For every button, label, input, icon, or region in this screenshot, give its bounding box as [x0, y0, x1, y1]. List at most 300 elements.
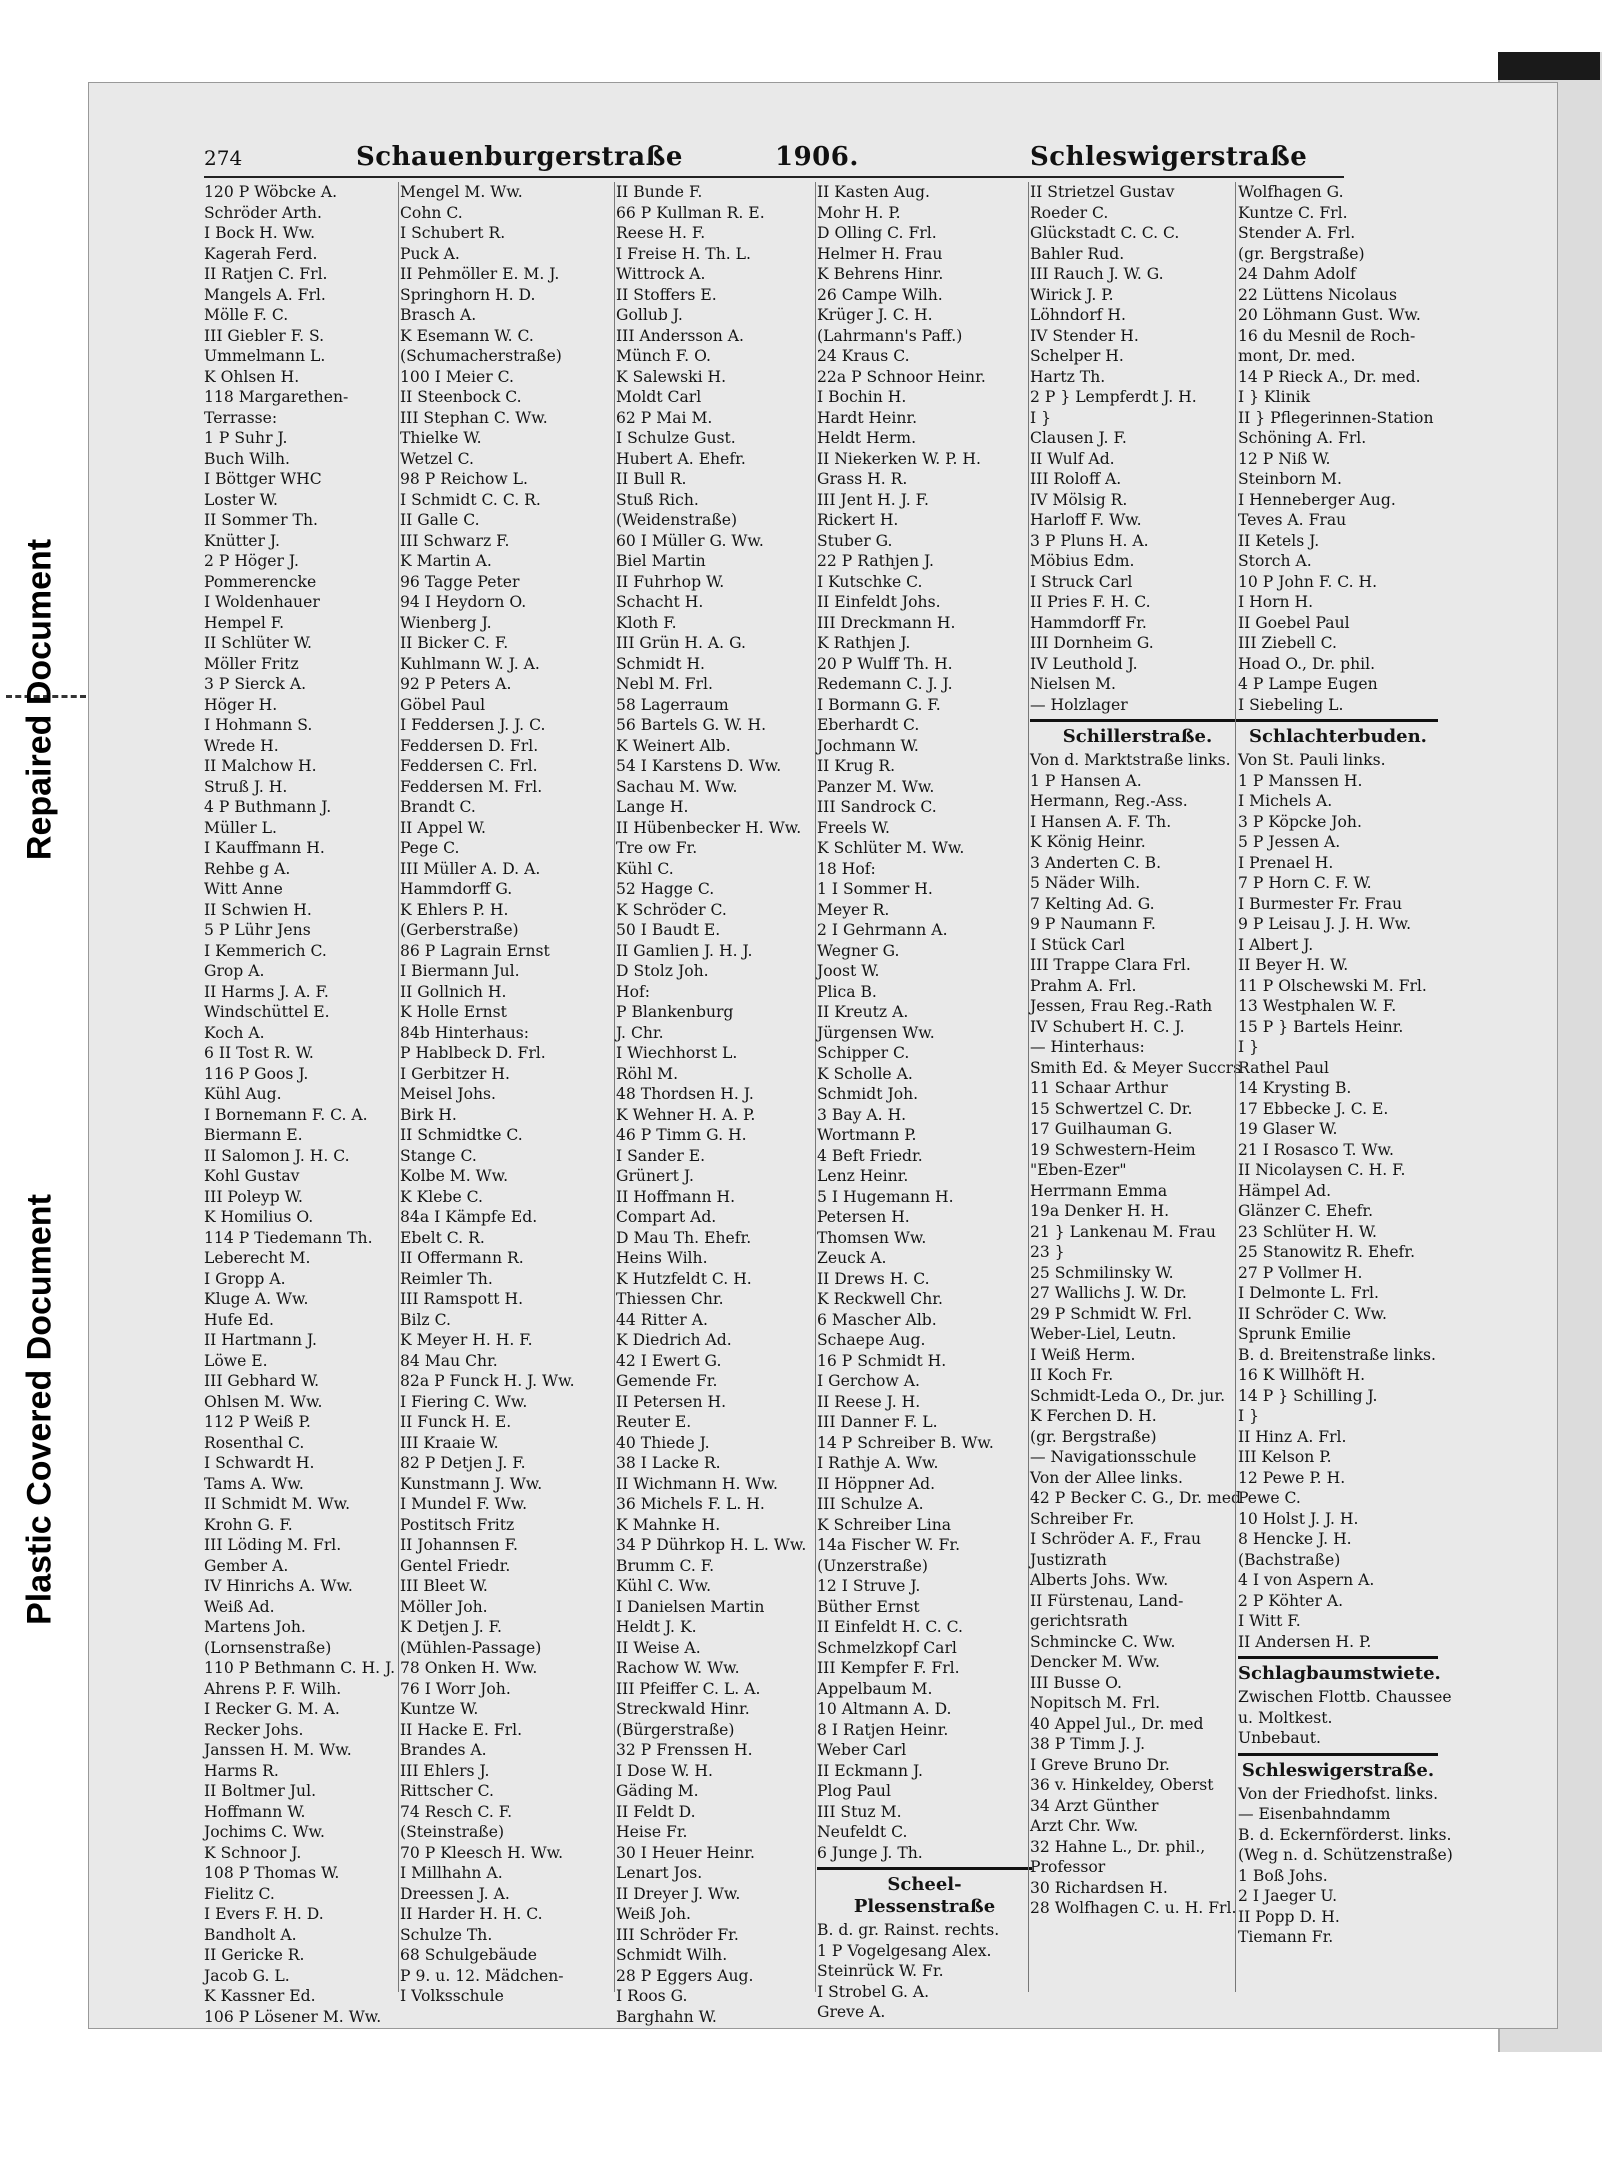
directory-entry: Schmidt Wilh.: [616, 1946, 728, 1964]
directory-entry: 8 Hencke J. H.: [1238, 1530, 1352, 1548]
directory-entry: I Gerbitzer H.: [400, 1064, 510, 1083]
directory-entry: 1 Boß Johs.: [1238, 1866, 1328, 1885]
directory-entry: 84a I Kämpfe Ed.: [400, 1208, 538, 1226]
directory-entry: 38 I Lacke R.: [616, 1454, 721, 1472]
directory-entry: Grünert J.: [616, 1167, 694, 1185]
directory-entry: Mohr H. P.: [817, 203, 901, 222]
directory-entry: II Strietzel Gustav: [1030, 183, 1175, 201]
directory-entry: II Kreutz A.: [817, 1003, 909, 1021]
directory-entry: I } Klinik: [1238, 388, 1311, 406]
directory-entry: III Schröder Fr.: [616, 1925, 739, 1944]
directory-entry: Löwe E.: [204, 1351, 268, 1370]
directory-entry: Puck A.: [400, 244, 460, 263]
directory-entry: Von St. Pauli links.: [1238, 751, 1386, 769]
directory-entry: Hartz Th.: [1030, 367, 1106, 386]
directory-entry: gerichtsrath: [1030, 1612, 1128, 1630]
directory-entry: 13 Westphalen W. F.: [1238, 997, 1397, 1015]
directory-entry: Compart Ad.: [616, 1208, 717, 1226]
directory-entry: 16 du Mesnil de Roch-: [1238, 326, 1416, 345]
directory-entry: I Volksschule: [400, 1987, 504, 2005]
directory-entry: IV Leuthold J.: [1030, 654, 1138, 673]
directory-entry: II Goebel Paul: [1238, 613, 1350, 632]
directory-entry: I Evers F. H. D.: [204, 1905, 324, 1923]
directory-entry: 11 Schaar Arthur: [1030, 1079, 1168, 1097]
directory-entry: Schreiber Fr.: [1030, 1509, 1135, 1528]
directory-entry: II Ketels J.: [1238, 531, 1320, 550]
directory-entry: II Feldt D.: [616, 1802, 696, 1821]
directory-entry: Möller Joh.: [400, 1597, 488, 1616]
directory-entry: Clausen J. F.: [1030, 429, 1127, 447]
directory-entry: 14a Fischer W. Fr.: [817, 1536, 961, 1554]
directory-entry: Koch A.: [204, 1023, 265, 1042]
directory-entry: 62 P Mai M.: [616, 408, 713, 427]
directory-entry: Jacob G. L.: [204, 1966, 290, 1985]
directory-entry: Arzt Chr. Ww.: [1030, 1817, 1139, 1835]
directory-entry: II Fuhrhop W.: [616, 572, 725, 591]
directory-entry: 27 Wallichs J. W. Dr.: [1030, 1284, 1187, 1302]
directory-entry: 1 P Hansen A.: [1030, 771, 1142, 790]
directory-entry: II Niekerken W. P. H.: [817, 449, 981, 468]
directory-entry: Recker Johs.: [204, 1720, 304, 1739]
directory-entry: Hempel F.: [204, 613, 285, 632]
directory-entry: III Müller A. D. A.: [400, 859, 541, 878]
directory-entry: Hammdorff Fr.: [1030, 613, 1147, 632]
directory-entry: IV Mölsig R.: [1030, 490, 1128, 509]
directory-entry: 2 P } Lempferdt J. H.: [1030, 388, 1197, 406]
directory-entry: Höger H.: [204, 695, 278, 714]
column-divider: [398, 182, 399, 1992]
street-section-heading: Schlagbaumstwiete.: [1238, 1656, 1438, 1685]
directory-entry: I Gropp A.: [204, 1269, 286, 1288]
directory-entry: (Lornsenstraße): [204, 1638, 332, 1657]
directory-entry: D Mau Th. Ehefr.: [616, 1228, 752, 1247]
directory-entry: 23 }: [1030, 1243, 1065, 1261]
directory-entry: II Pries F. H. C.: [1030, 593, 1151, 611]
directory-entry: IV Schubert H. C. J.: [1030, 1017, 1185, 1036]
directory-entry: I Horn H.: [1238, 593, 1314, 611]
directory-entry: I Schulze Gust.: [616, 429, 736, 447]
directory-entry: Kuntze W.: [400, 1700, 479, 1718]
directory-entry: Kluge A. Ww.: [204, 1290, 309, 1308]
directory-entry: — Holzlager: [1030, 695, 1128, 714]
directory-entry: III Dreckmann H.: [817, 613, 956, 632]
directory-entry: Wirick J. P.: [1030, 285, 1114, 304]
directory-entry: I Henneberger Aug.: [1238, 490, 1396, 509]
directory-entry: 44 Ritter A.: [616, 1310, 708, 1329]
directory-entry: 15 Schwertzel C. Dr.: [1030, 1099, 1193, 1118]
directory-entry: Schmidt-Leda O., Dr. jur.: [1030, 1386, 1226, 1405]
directory-entry: Möbius Edm.: [1030, 552, 1135, 570]
directory-entry: II Wichmann H. Ww.: [616, 1474, 778, 1493]
directory-entry: I Fiering C. Ww.: [400, 1392, 528, 1411]
directory-entry: 76 I Worr Joh.: [400, 1679, 511, 1698]
directory-entry: II Pehmöller E. M. J.: [400, 265, 560, 283]
directory-entry: 25 Schmilinsky W.: [1030, 1263, 1174, 1282]
directory-entry: III Dornheim G.: [1030, 634, 1154, 652]
directory-entry: 92 P Peters A.: [400, 675, 512, 693]
directory-entry: Wegner G.: [817, 941, 900, 960]
directory-entry: Feddersen D. Frl.: [400, 736, 539, 755]
directory-entry: Hufe Ed.: [204, 1310, 274, 1329]
directory-entry: 5 P Jessen A.: [1238, 833, 1341, 851]
directory-entry: Meisel Johs.: [400, 1085, 496, 1103]
directory-entry: Schröder Arth.: [204, 203, 322, 222]
directory-entry: Weber-Liel, Leutn.: [1030, 1325, 1177, 1343]
directory-entry: 12 Pewe P. H.: [1238, 1468, 1346, 1487]
directory-entry: III Stephan C. Ww.: [400, 408, 548, 427]
directory-entry: Grop A.: [204, 962, 265, 980]
directory-entry: 27 P Vollmer H.: [1238, 1263, 1363, 1282]
directory-entry: K Scholle A.: [817, 1064, 913, 1083]
directory-entry: II Gamlien J. H. J.: [616, 941, 753, 960]
directory-entry: 42 P Becker C. G., Dr. med: [1030, 1489, 1241, 1507]
directory-entry: Rickert H.: [817, 511, 899, 529]
directory-entry: Kunstmann J. Ww.: [400, 1474, 543, 1493]
directory-entry: Jochims C. Ww.: [204, 1823, 325, 1841]
directory-entry: II Hartmann J.: [204, 1331, 318, 1349]
directory-entry: II Johannsen F.: [400, 1536, 518, 1554]
directory-entry: Gember A.: [204, 1556, 289, 1575]
directory-entry: II Eckmann J.: [817, 1761, 923, 1780]
directory-entry: Buch Wilh.: [204, 449, 290, 468]
directory-entry: Schelper H.: [1030, 347, 1124, 365]
directory-entry: Wrede H.: [204, 736, 279, 755]
directory-entry: Mengel M. Ww.: [400, 183, 523, 201]
directory-entry: 2 I Gehrmann A.: [817, 921, 948, 939]
directory-entry: Kühl C.: [616, 859, 674, 878]
directory-entry: I Hansen A. F. Th.: [1030, 812, 1172, 831]
directory-entry: Hoffmann W.: [204, 1802, 306, 1821]
directory-entry: (Weg n. d. Schützenstraße): [1238, 1846, 1453, 1864]
directory-entry: Biel Martin: [616, 552, 706, 570]
directory-entry: Moldt Carl: [616, 388, 702, 406]
directory-column-2: [400, 182, 615, 2005]
directory-entry: Joost W.: [817, 962, 880, 980]
directory-entry: 6 Mascher Alb.: [817, 1310, 937, 1329]
directory-entry: III Kempfer F. Frl.: [817, 1659, 960, 1677]
directory-entry: Lenart Jos.: [616, 1864, 703, 1882]
directory-entry: Feddersen C. Frl.: [400, 757, 538, 775]
directory-entry: Witt Anne: [204, 880, 283, 898]
directory-entry: Kuhlmann W. J. A.: [400, 654, 540, 673]
directory-entry: 5 P Lühr Jens: [204, 921, 311, 939]
directory-entry: 14 Krysting B.: [1238, 1079, 1352, 1097]
directory-entry: II Funck H. E.: [400, 1413, 512, 1431]
directory-entry: Bilz C.: [400, 1310, 451, 1329]
directory-entry: Kühl Aug.: [204, 1085, 282, 1103]
directory-entry: Stuß Rich.: [616, 490, 699, 509]
header-rule: [204, 176, 1344, 178]
directory-entry: Hoad O., Dr. phil.: [1238, 654, 1376, 673]
directory-entry: Schmincke C. Ww.: [1030, 1632, 1176, 1651]
directory-entry: II Gollnich H.: [400, 982, 507, 1001]
directory-entry: 108 P Thomas W.: [204, 1864, 340, 1882]
directory-entry: I Hohmann S.: [204, 716, 313, 734]
directory-entry: K Ferchen D. H.: [1030, 1407, 1157, 1425]
directory-entry: III Pfeiffer C. L. A.: [616, 1679, 761, 1698]
directory-entry: Brandes A.: [400, 1741, 487, 1759]
directory-entry: Kuntze C. Frl.: [1238, 203, 1348, 222]
directory-entry: Zwischen Flottb. Chaussee: [1238, 1688, 1452, 1706]
directory-entry: I Feddersen J. J. C.: [400, 716, 546, 734]
directory-entry: Tre ow Fr.: [616, 839, 698, 857]
directory-entry: II Krug R.: [817, 757, 896, 775]
directory-entry: Meyer R.: [817, 900, 890, 919]
directory-entry: "Eben-Ezer": [1030, 1161, 1127, 1179]
directory-entry: 16 P Schmidt H.: [817, 1351, 947, 1370]
directory-entry: II Galle C.: [400, 511, 480, 529]
directory-entry: Reimler Th.: [400, 1269, 493, 1288]
directory-entry: III Giebler F. S.: [204, 326, 325, 345]
directory-entry: K Ohlsen H.: [204, 367, 300, 386]
directory-entry: Redemann C. J. J.: [817, 675, 953, 693]
directory-entry: Von d. Marktstraße links.: [1030, 751, 1231, 769]
directory-entry: III Trappe Clara Frl.: [1030, 956, 1191, 974]
directory-entry: K Ehlers P. H.: [400, 900, 509, 919]
directory-entry: Büther Ernst: [817, 1597, 920, 1616]
directory-entry: Rehbe g A.: [204, 859, 291, 878]
directory-entry: 21 } Lankenau M. Frau: [1030, 1222, 1216, 1241]
directory-entry: Gentel Friedr.: [400, 1556, 511, 1575]
directory-entry: I Bormann G. F.: [817, 695, 941, 714]
directory-entry: III Rauch J. W. G.: [1030, 265, 1164, 283]
directory-entry: I Strobel G. A.: [817, 1982, 930, 2001]
column-divider: [1235, 182, 1236, 1992]
directory-entry: mont, Dr. med.: [1238, 347, 1356, 365]
directory-entry: K Homilius O.: [204, 1208, 314, 1226]
directory-entry: I Witt F.: [1238, 1612, 1301, 1630]
directory-entry: 1 P Manssen H.: [1238, 771, 1363, 790]
directory-entry: K Kassner Ed.: [204, 1987, 316, 2005]
directory-entry: 36 v. Hinkeldey, Oberst: [1030, 1776, 1214, 1794]
directory-entry: K Rathjen J.: [817, 634, 911, 652]
directory-entry: 58 Lagerraum: [616, 695, 729, 714]
directory-entry: III Sandrock C.: [817, 798, 937, 816]
left-street-heading: Schauenburgerstraße: [356, 142, 683, 172]
directory-entry: Plog Paul: [817, 1782, 891, 1800]
directory-entry: K Holle Ernst: [400, 1003, 507, 1021]
directory-entry: 2 P Höger J.: [204, 552, 299, 570]
directory-entry: Bahler Rud.: [1030, 244, 1125, 263]
directory-entry: I Freise H. Th. L.: [616, 244, 751, 263]
directory-entry: 19a Denker H. H.: [1030, 1202, 1170, 1220]
directory-entry: III Bleet W.: [400, 1577, 488, 1595]
directory-entry: Heldt Herm.: [817, 429, 917, 447]
directory-entry: 4 P Lampe Eugen: [1238, 675, 1378, 693]
directory-entry: 42 I Ewert G.: [616, 1351, 722, 1370]
directory-entry: Sprunk Emilie: [1238, 1325, 1351, 1343]
directory-entry: Loster W.: [204, 490, 278, 509]
directory-entry: Jochmann W.: [817, 736, 919, 755]
directory-entry: Hämpel Ad.: [1238, 1181, 1332, 1200]
directory-entry: (Gerberstraße): [400, 921, 519, 939]
directory-entry: I Bochin H.: [817, 388, 907, 406]
directory-entry: D Stolz Joh.: [616, 962, 709, 980]
directory-entry: Kohl Gustav: [204, 1167, 300, 1185]
directory-entry: 78 Onken H. Ww.: [400, 1659, 538, 1677]
directory-entry: 9 P Leisau J. J. H. Ww.: [1238, 915, 1412, 933]
directory-entry: 116 P Goos J.: [204, 1064, 309, 1083]
directory-entry: III Ehlers J.: [400, 1761, 490, 1780]
directory-column-6: [1238, 182, 1453, 1992]
directory-entry: Schulze Th.: [400, 1925, 493, 1944]
directory-entry: 15 P } Bartels Heinr.: [1238, 1017, 1404, 1036]
directory-entry: Jürgensen Ww.: [817, 1023, 935, 1042]
directory-entry: Wittrock A.: [616, 265, 706, 283]
directory-entry: I Rathje A. Ww.: [817, 1454, 939, 1472]
directory-entry: Knütter J.: [204, 531, 280, 550]
directory-entry: 6 II Tost R. W.: [204, 1044, 314, 1062]
directory-entry: I Weiß Herm.: [1030, 1345, 1136, 1364]
directory-entry: III Gebhard W.: [204, 1372, 320, 1390]
directory-entry: 14 P Rieck A., Dr. med.: [1238, 367, 1421, 386]
directory-entry: Hof:: [616, 982, 651, 1001]
directory-entry: 114 P Tiedemann Th.: [204, 1228, 373, 1247]
directory-entry: Kloth F.: [616, 613, 677, 632]
directory-entry: Biermann E.: [204, 1126, 303, 1144]
directory-entry: Neufeldt C.: [817, 1823, 908, 1841]
directory-entry: 54 I Karstens D. Ww.: [616, 757, 782, 775]
directory-entry: Ahrens P. F. Wilh.: [204, 1679, 342, 1698]
directory-entry: K Salewski H.: [616, 367, 727, 386]
directory-entry: 60 I Müller G. Ww.: [616, 531, 764, 550]
directory-entry: 120 P Wöbcke A.: [204, 183, 338, 201]
directory-entry: III Roloff A.: [1030, 470, 1122, 488]
directory-entry: 29 P Schmidt W. Frl.: [1030, 1304, 1193, 1323]
directory-entry: 1 P Suhr J.: [204, 429, 288, 447]
directory-entry: B. d. gr. Rainst. rechts.: [817, 1921, 1000, 1939]
directory-entry: 40 Thiede J.: [616, 1433, 710, 1452]
directory-entry: Fielitz C.: [204, 1884, 275, 1903]
directory-entry: I Kutschke C.: [817, 572, 923, 591]
directory-entry: Brasch A.: [400, 306, 477, 324]
directory-entry: I Michels A.: [1238, 792, 1333, 810]
directory-entry: 9 P Naumann F.: [1030, 915, 1156, 933]
directory-entry: 7 Kelting Ad. G.: [1030, 894, 1155, 913]
directory-entry: B. d. Breitenstraße links.: [1238, 1345, 1436, 1364]
directory-entry: Von der Friedhofst. links.: [1238, 1784, 1439, 1803]
directory-entry: Kagerah Ferd.: [204, 244, 318, 263]
directory-entry: 96 Tagge Peter: [400, 572, 520, 591]
directory-entry: II Beyer H. W.: [1238, 956, 1349, 974]
directory-entry: 38 P Timm J. J.: [1030, 1735, 1146, 1753]
directory-entry: I Albert J.: [1238, 935, 1314, 954]
directory-column-1: [204, 182, 419, 2026]
directory-column-3: [616, 182, 831, 2026]
directory-entry: 10 P John F. C. H.: [1238, 572, 1378, 591]
directory-entry: II Schwien H.: [204, 900, 312, 919]
directory-entry: Steinborn M.: [1238, 470, 1342, 488]
directory-entry: 24 Dahm Adolf: [1238, 265, 1356, 283]
directory-entry: K Diedrich Ad.: [616, 1331, 732, 1349]
directory-entry: III Busse O.: [1030, 1673, 1122, 1692]
directory-entry: Röhl M.: [616, 1064, 679, 1083]
directory-entry: Pege C.: [400, 839, 460, 857]
column-divider: [815, 182, 816, 1992]
directory-entry: Plica B.: [817, 982, 877, 1001]
directory-entry: Hardt Heinr.: [817, 408, 918, 427]
directory-entry: Mölle F. C.: [204, 306, 289, 324]
directory-entry: I Biermann Jul.: [400, 962, 520, 980]
street-section-heading: Schillerstraße.: [1030, 719, 1245, 748]
directory-entry: Appelbaum M.: [817, 1679, 933, 1698]
directory-entry: 22a P Schnoor Heinr.: [817, 367, 986, 386]
directory-entry: IV Stender H.: [1030, 326, 1139, 345]
directory-entry: 17 Ebbecke J. C. E.: [1238, 1099, 1389, 1118]
directory-entry: Freels W.: [817, 818, 890, 837]
directory-entry: 3 Anderten C. B.: [1030, 853, 1162, 872]
directory-entry: 52 Hagge C.: [616, 880, 715, 898]
directory-entry: II Weise A.: [616, 1638, 701, 1657]
directory-entry: Glänzer C. Ehefr.: [1238, 1202, 1374, 1220]
directory-entry: I Burmester Fr. Frau: [1238, 894, 1403, 913]
directory-entry: 19 Glaser W.: [1238, 1120, 1338, 1138]
directory-entry: I }: [1238, 1407, 1260, 1425]
directory-entry: Münch F. O.: [616, 347, 711, 365]
directory-entry: III Schulze A.: [817, 1495, 924, 1513]
directory-entry: Thielke W.: [400, 429, 482, 447]
directory-entry: II Hinz A. Frl.: [1238, 1427, 1347, 1446]
directory-entry: II Schröder C. Ww.: [1238, 1304, 1387, 1323]
directory-entry: Barghahn W.: [616, 2007, 717, 2026]
directory-entry: 2 P Köhter A.: [1238, 1591, 1344, 1610]
directory-entry: II Bunde F.: [616, 183, 703, 201]
directory-entry: 4 P Buthmann J.: [204, 798, 332, 816]
directory-entry: 12 P Niß W.: [1238, 449, 1331, 468]
directory-entry: 4 Beft Friedr.: [817, 1146, 923, 1165]
directory-entry: P Hablbeck D. Frl.: [400, 1044, 546, 1062]
directory-entry: Heise Fr.: [616, 1823, 688, 1841]
street-section-heading: Schleswigerstraße.: [1238, 1753, 1438, 1782]
directory-entry: I Schmidt C. C. R.: [400, 490, 541, 509]
directory-entry: Schacht H.: [616, 593, 704, 611]
directory-entry: II Gericke R.: [204, 1946, 305, 1964]
directory-entry: (Bürgerstraße): [616, 1720, 735, 1739]
directory-entry: Wolfhagen G.: [1238, 183, 1344, 201]
directory-entry: Teves A. Frau: [1238, 511, 1347, 529]
directory-entry: II } Pflegerinnen-Station: [1238, 408, 1434, 427]
directory-entry: 6 Junge J. Th.: [817, 1843, 923, 1862]
directory-entry: I Schubert R.: [400, 224, 506, 242]
directory-entry: Stuber G.: [817, 531, 893, 550]
directory-entry: 3 P Sierck A.: [204, 675, 307, 693]
directory-entry: 19 Schwestern-Heim: [1030, 1140, 1196, 1159]
directory-entry: II Koch Fr.: [1030, 1366, 1114, 1384]
directory-entry: IV Hinrichs A. Ww.: [204, 1577, 353, 1595]
directory-entry: Stange C.: [400, 1146, 477, 1165]
directory-entry: 28 P Eggers Aug.: [616, 1966, 754, 1985]
directory-entry: II Offermann R.: [400, 1249, 524, 1267]
directory-entry: I Struck Carl: [1030, 572, 1133, 591]
directory-entry: Dencker M. Ww.: [1030, 1653, 1160, 1671]
directory-entry: Krohn G. F.: [204, 1515, 293, 1534]
directory-entry: Rosenthal C.: [204, 1433, 305, 1452]
directory-entry: D Olling C. Frl.: [817, 224, 937, 242]
directory-entry: Steinrück W. Fr.: [817, 1962, 944, 1980]
street-section-heading: Scheel-Plessenstraße: [817, 1867, 1032, 1918]
directory-entry: II Sommer Th.: [204, 511, 318, 529]
page-edge-tab: [1498, 52, 1600, 80]
directory-entry: Cohn C.: [400, 203, 463, 222]
directory-entry: (Steinstraße): [400, 1823, 505, 1841]
directory-entry: 23 Schlüter H. W.: [1238, 1222, 1377, 1241]
directory-entry: Roeder C.: [1030, 203, 1109, 222]
directory-entry: Terrasse:: [204, 408, 278, 427]
directory-entry: Möller Fritz: [204, 654, 299, 673]
directory-entry: K Schnoor J.: [204, 1843, 302, 1862]
directory-entry: J. Chr.: [616, 1023, 664, 1042]
column-divider: [614, 182, 615, 1992]
